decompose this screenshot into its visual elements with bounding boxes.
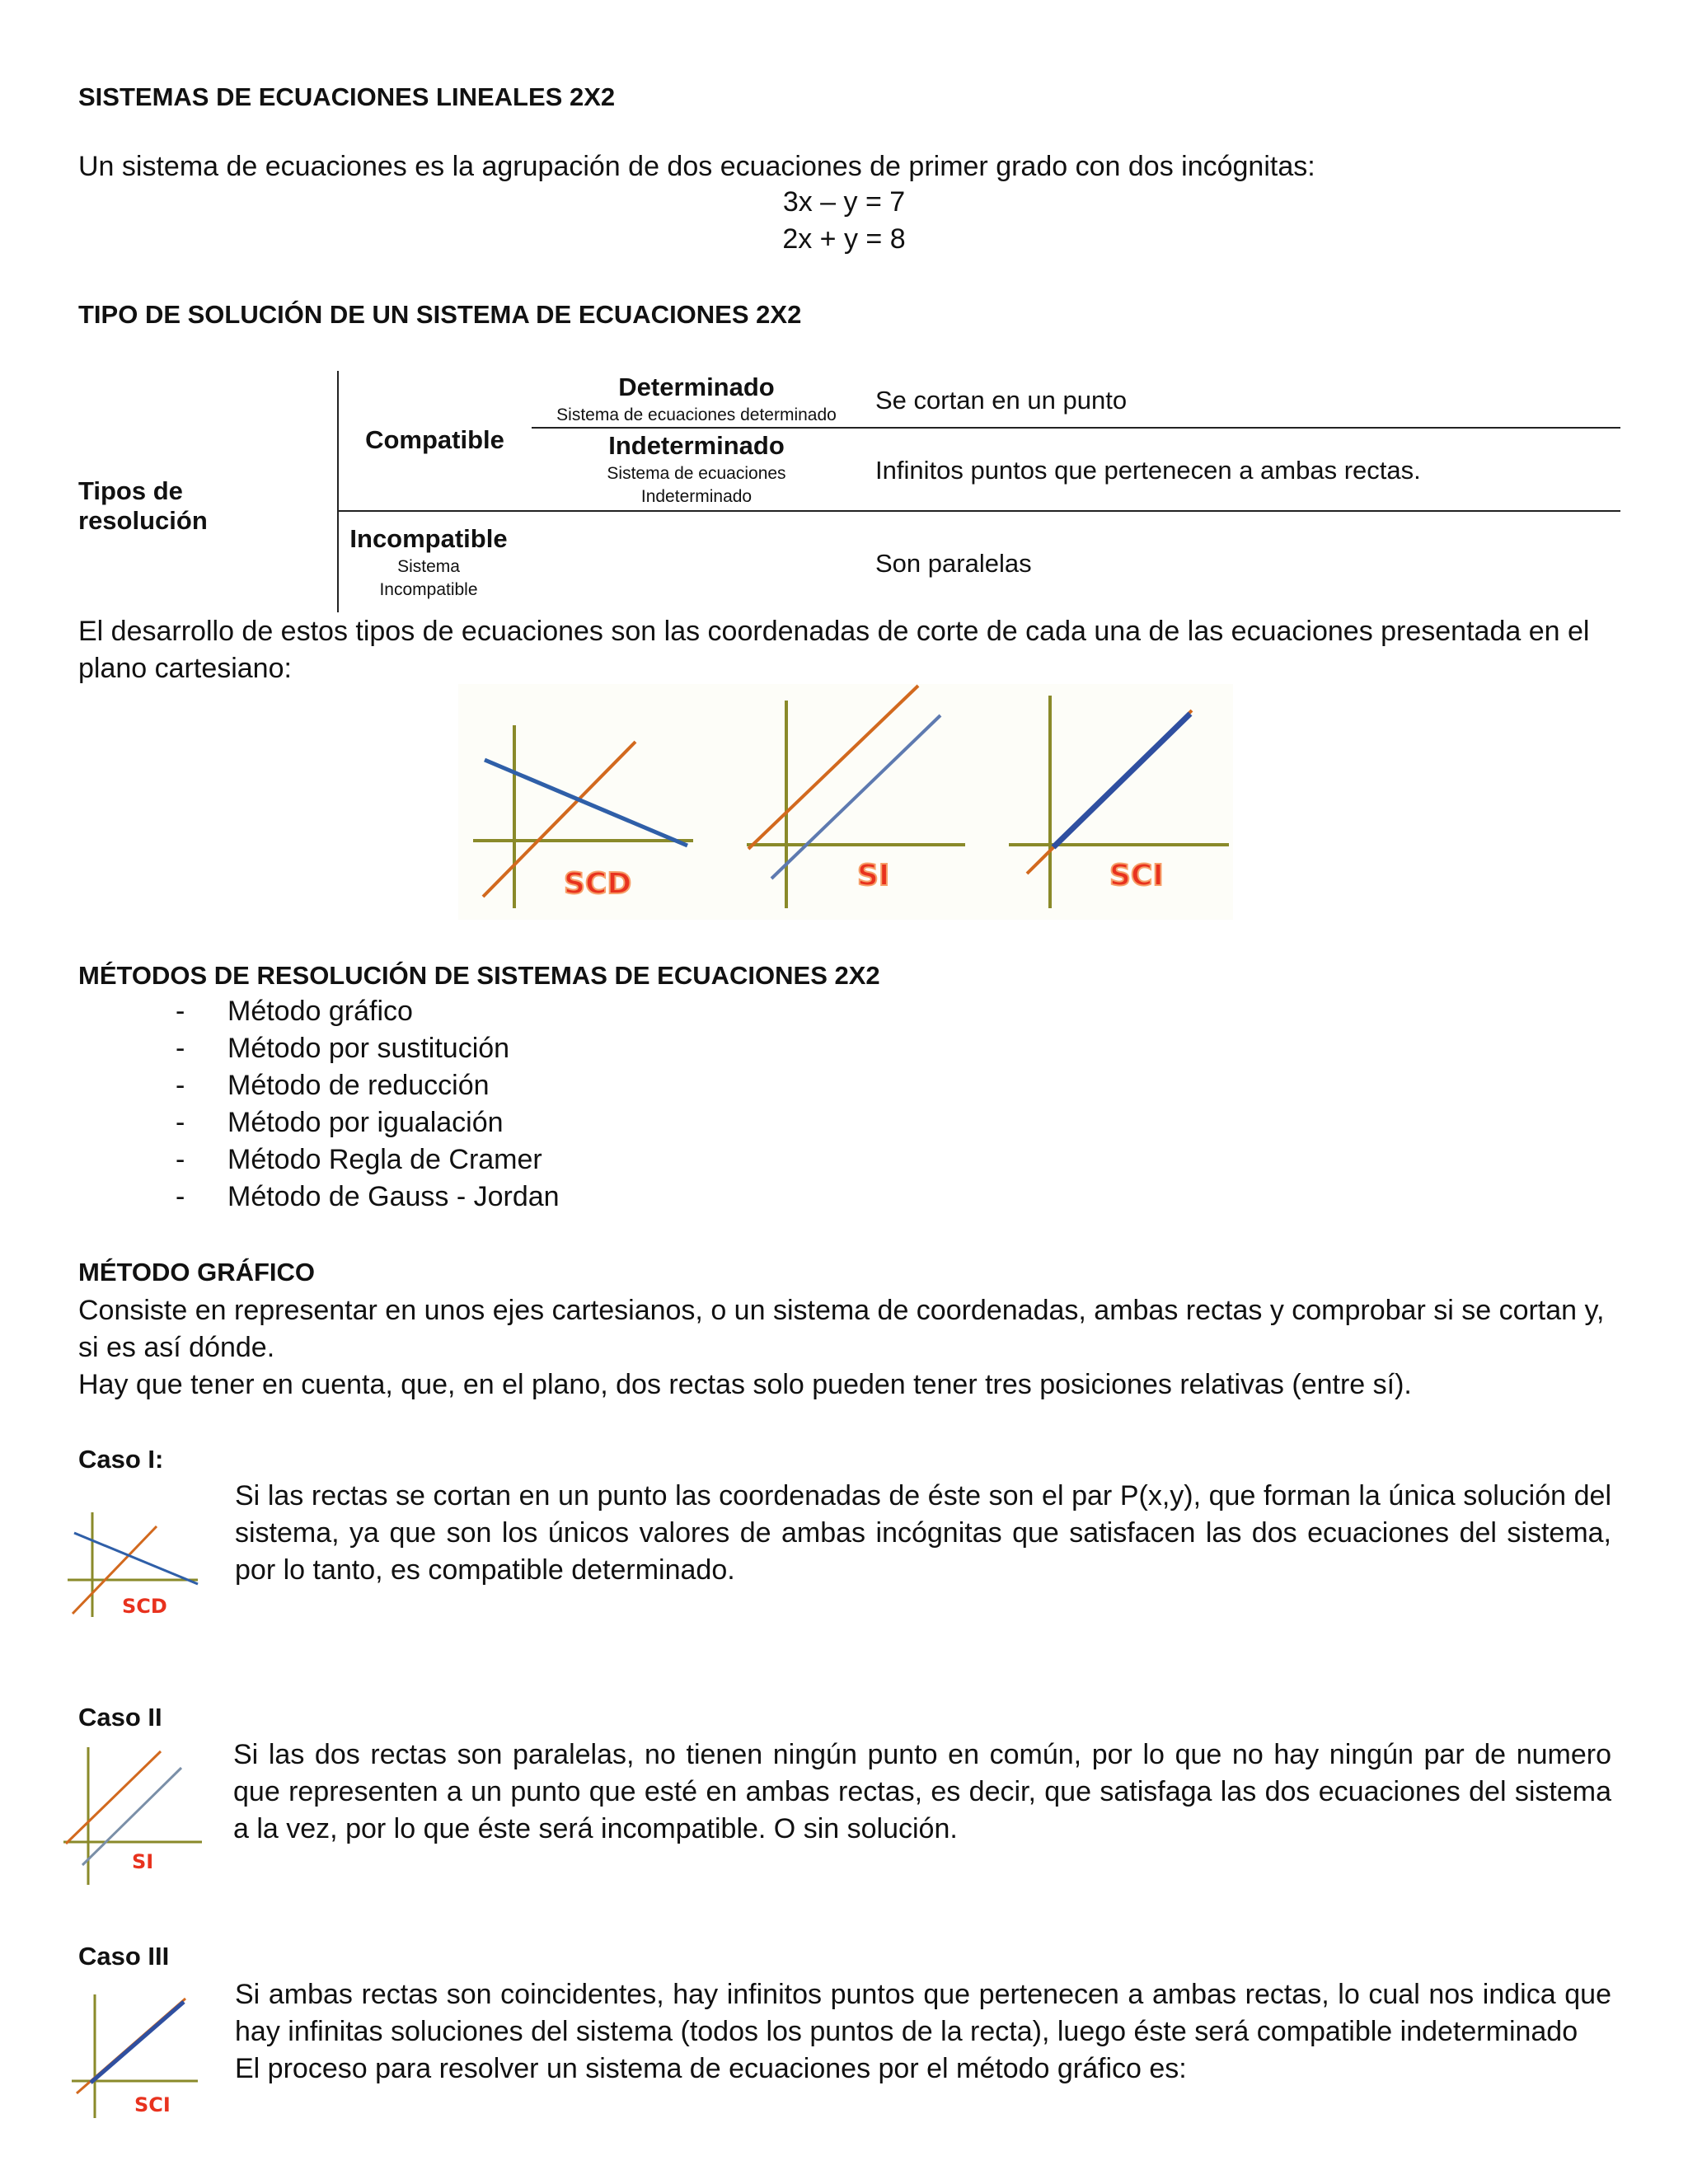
table-determinado: Determinado [618, 373, 775, 401]
table-compatible: Compatible [365, 425, 504, 454]
method-item: Método por sustitución [227, 1033, 510, 1064]
case-2-text: Si las dos rectas son paralelas, no tienen ningún punto en común, por lo que no hay ningún par de numero que representen a un punto que esté en ambas rectas, es decir, que satisfaga las dos ecuaciones del sistema a la vez, por lo que éste será incompatible. O sin solución. [233, 1739, 1611, 1844]
graph-label-si: SI [857, 859, 890, 893]
table-divider-1 [532, 427, 1620, 429]
equation-1: 3x – y = 7 [782, 186, 906, 218]
case-1-text: Si las rectas se cortan en un punto las coordenadas de éste son el par P(x,y), que forman la única solución del sistema, ya que son los únicos valores de ambas incógnitas que satisfacen las dos ecuaciones del sistema, por lo tanto, es compatible determinado. [235, 1480, 1611, 1586]
graphic-method-p2: Hay que tener en cuenta, que, en el plano, dos rectas solo pueden tener tres posiciones relativas (entre sí). [78, 1369, 1412, 1400]
case-2-graph [62, 1743, 206, 1887]
table-determinado-sub: Sistema de ecuaciones determinado [556, 405, 837, 424]
method-item: Método gráfico [227, 996, 413, 1027]
table-incompatible-sub2: Incompatible [379, 580, 478, 599]
graphic-method-heading: MÉTODO GRÁFICO [78, 1258, 316, 1286]
table-divider-2 [339, 510, 1620, 512]
table-indeterminado-sub1: Sistema de ecuaciones [607, 464, 786, 483]
case-3-text-2: El proceso para resolver un sistema de ecuaciones por el método gráfico es: [235, 2053, 1187, 2084]
table-desc-determinado: Se cortan en un punto [875, 386, 1128, 415]
solution-heading: TIPO DE SOLUCIÓN DE UN SISTEMA DE ECUACIONES 2X2 [78, 300, 802, 329]
case-3-title: Caso III [78, 1942, 170, 1971]
intro-text: Un sistema de ecuaciones es la agrupación de dos ecuaciones de primer grado con dos incógnitas: [78, 151, 1315, 182]
table-incompatible: Incompatible [349, 524, 508, 553]
case-2-label: SI [132, 1850, 154, 1873]
method-item: Método por igualación [227, 1107, 504, 1138]
case-3-graph [70, 1990, 202, 2122]
table-incompatible-sub1: Sistema [397, 557, 460, 576]
table-root-label: Tipos de resolución [78, 476, 208, 535]
method-item: Método de reducción [227, 1070, 490, 1101]
case-3-text: Si ambas rectas son coincidentes, hay infinitos puntos que pertenecen a ambas rectas, lo cual nos indica que hay infinitas soluciones del sistema (todos los puntos de la recta), luego éste será compatible indeterminado [235, 1979, 1611, 2047]
equation-2: 2x + y = 8 [782, 223, 906, 255]
graph-label-scd: SCD [564, 867, 632, 901]
method-item: Método Regla de Cramer [227, 1144, 542, 1175]
table-indeterminado-sub2: Indeterminado [640, 487, 753, 506]
graphic-method-p1: Consiste en representar en unos ejes cartesianos, o un sistema de coordenadas, ambas rectas y comprobar si se cortan y, si es así dónde. [78, 1295, 1605, 1363]
case-2-title: Caso II [78, 1703, 162, 1732]
graphs-figure [458, 684, 1233, 920]
case-3-label: SCI [134, 2093, 171, 2116]
case-1-label: SCD [122, 1595, 167, 1618]
development-text: El desarrollo de estos tipos de ecuaciones son las coordenadas de corte de cada una de las ecuaciones presentada en el plano cartesiano: [78, 616, 1590, 684]
page-title: SISTEMAS DE ECUACIONES LINEALES 2X2 [78, 82, 616, 111]
table-indeterminado: Indeterminado [608, 431, 785, 460]
table-desc-incompatible: Son paralelas [875, 549, 1032, 578]
case-1-graph [66, 1508, 206, 1619]
graph-label-sci: SCI [1109, 859, 1164, 893]
case-1-title: Caso I: [78, 1445, 164, 1474]
methods-heading: MÉTODOS DE RESOLUCIÓN DE SISTEMAS DE ECUACIONES 2X2 [78, 961, 880, 990]
table-divider-vertical [337, 371, 339, 612]
table-desc-indeterminado: Infinitos puntos que pertenecen a ambas rectas. [875, 456, 1421, 485]
method-item: Método de Gauss - Jordan [227, 1181, 560, 1212]
